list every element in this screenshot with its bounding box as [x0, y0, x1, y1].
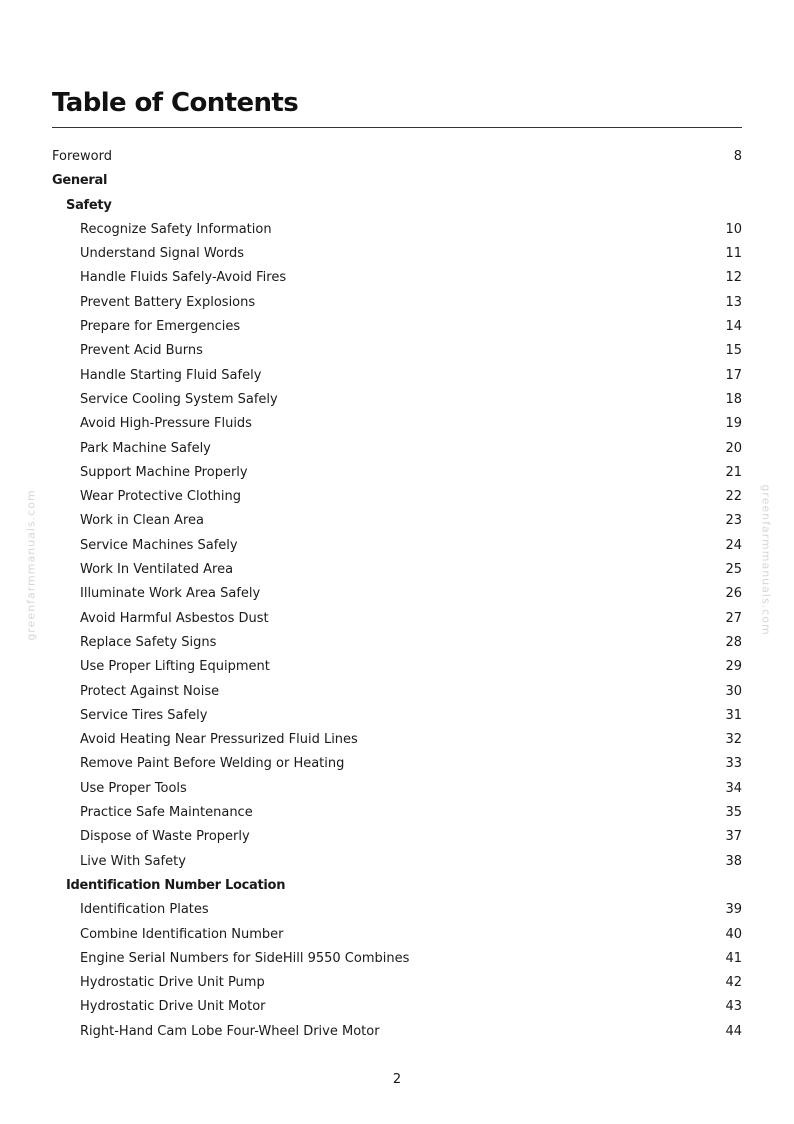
- toc-entry-label: Understand Signal Words: [80, 246, 245, 262]
- toc-entry[interactable]: [52, 218, 742, 242]
- toc-entry-page: 35: [725, 805, 742, 821]
- toc-entry[interactable]: [52, 680, 742, 704]
- toc-entry-label: Identification Number Location: [66, 877, 286, 893]
- toc-entry[interactable]: [52, 437, 742, 461]
- toc-entry[interactable]: [52, 1020, 742, 1044]
- toc-entry-page: 24: [725, 537, 742, 553]
- toc-entry-page: 37: [725, 829, 742, 845]
- toc-entry[interactable]: [52, 947, 742, 971]
- toc-entry[interactable]: [52, 801, 742, 825]
- toc-entry[interactable]: [52, 704, 742, 728]
- toc-entry-page: 32: [725, 732, 742, 748]
- toc-entry-label: Park Machine Safely: [80, 440, 211, 456]
- toc-entry-page: 41: [725, 950, 742, 966]
- toc-entry-label: Service Machines Safely: [80, 537, 238, 553]
- toc-entry-page: 43: [725, 999, 742, 1015]
- toc-entry-page: 27: [725, 610, 742, 626]
- toc-entry-page: 17: [725, 367, 742, 383]
- toc-entry-page: 29: [725, 659, 742, 675]
- toc-entry-label: Dispose of Waste Properly: [80, 829, 250, 845]
- toc-entry-label: Wear Protective Clothing: [80, 489, 242, 505]
- toc-entry-page: 28: [725, 634, 742, 650]
- toc-entry[interactable]: [52, 898, 742, 922]
- toc-entry-page: 33: [725, 756, 742, 772]
- toc-entry-page: 10: [725, 221, 742, 237]
- toc-entry-label: Use Proper Tools: [80, 780, 187, 796]
- toc-entry[interactable]: [52, 655, 742, 679]
- toc-entry-label: Illuminate Work Area Safely: [80, 586, 261, 602]
- toc-entry[interactable]: [52, 607, 742, 631]
- toc-entry[interactable]: [52, 582, 742, 606]
- toc-entry-label: Support Machine Properly: [80, 464, 248, 480]
- watermark-right: greenfarmmanuals.com: [759, 484, 773, 636]
- toc-entry-page: 11: [725, 246, 742, 262]
- toc-entry[interactable]: [52, 923, 742, 947]
- toc-entry-label: Service Cooling System Safely: [80, 391, 278, 407]
- toc-entry-page: 44: [725, 1023, 742, 1039]
- toc-entry-label: Use Proper Lifting Equipment: [80, 659, 270, 675]
- toc-entry-label: Prevent Acid Burns: [80, 343, 203, 359]
- toc-entry-label: Live With Safety: [80, 853, 186, 869]
- toc-entry-label: Practice Safe Maintenance: [80, 805, 253, 821]
- toc-entry-label: Safety: [66, 197, 112, 213]
- toc-entry[interactable]: [52, 266, 742, 290]
- toc-entry-page: 31: [725, 707, 742, 723]
- toc-entry[interactable]: [52, 752, 742, 776]
- toc-entry[interactable]: [52, 995, 742, 1019]
- toc-entry[interactable]: [52, 388, 742, 412]
- toc-entry[interactable]: [52, 242, 742, 266]
- watermark-left: greenfarmmanuals.com: [24, 489, 38, 641]
- toc-entry-label: Handle Fluids Safely-Avoid Fires: [80, 270, 287, 286]
- toc-entry-label: Right-Hand Cam Lobe Four-Wheel Drive Motor: [80, 1023, 380, 1039]
- toc-entry-page: 12: [725, 270, 742, 286]
- toc-entry[interactable]: [52, 728, 742, 752]
- toc-entry-label: Avoid High-Pressure Fluids: [80, 416, 252, 432]
- toc-entry-label: Avoid Heating Near Pressurized Fluid Lines: [80, 732, 358, 748]
- toc-entry[interactable]: [52, 412, 742, 436]
- toc-entry-page: 30: [725, 683, 742, 699]
- page-number: 2: [392, 1072, 402, 1087]
- toc-entry-label: Combine Identification Number: [80, 926, 284, 942]
- toc-entry-page: 42: [725, 975, 742, 991]
- toc-entry[interactable]: [52, 145, 742, 169]
- toc-entry[interactable]: [52, 850, 742, 874]
- toc-entry-label: Prevent Battery Explosions: [80, 294, 256, 310]
- toc-entry-page: 25: [725, 562, 742, 578]
- toc-entry-page: 22: [725, 489, 742, 505]
- toc-entry-label: Service Tires Safely: [80, 707, 208, 723]
- toc-entry-page: 15: [725, 343, 742, 359]
- toc-entry-label: Work in Clean Area: [80, 513, 204, 529]
- toc-entry-page: 18: [725, 391, 742, 407]
- toc-entry[interactable]: [52, 558, 742, 582]
- toc-entry[interactable]: [52, 461, 742, 485]
- toc-entry-page: [712, 874, 742, 898]
- toc-entry-page: 38: [725, 853, 742, 869]
- toc-entry-label: Avoid Harmful Asbestos Dust: [80, 610, 269, 626]
- toc-entry-page: 40: [725, 926, 742, 942]
- toc-entry-label: Hydrostatic Drive Unit Motor: [80, 999, 266, 1015]
- toc-entry-label: Prepare for Emergencies: [80, 319, 241, 335]
- toc-entry[interactable]: [52, 339, 742, 363]
- toc-entry-page: 21: [725, 464, 742, 480]
- toc-entry-page: 23: [725, 513, 742, 529]
- toc-section-heading: [52, 194, 742, 218]
- toc-entry-page: 19: [725, 416, 742, 432]
- toc-entry-label: Identification Plates: [80, 902, 209, 918]
- toc-entry[interactable]: [52, 534, 742, 558]
- toc-entry[interactable]: [52, 315, 742, 339]
- table-of-contents: [52, 145, 742, 1044]
- toc-entry[interactable]: [52, 364, 742, 388]
- toc-entry-label: Protect Against Noise: [80, 683, 220, 699]
- toc-entry[interactable]: [52, 485, 742, 509]
- title-divider: [52, 127, 742, 128]
- toc-entry[interactable]: [52, 825, 742, 849]
- toc-entry[interactable]: [52, 631, 742, 655]
- toc-entry-page: 13: [725, 294, 742, 310]
- toc-entry-label: Recognize Safety Information: [80, 221, 272, 237]
- toc-entry-label: Work In Ventilated Area: [80, 562, 234, 578]
- toc-entry-label: Replace Safety Signs: [80, 634, 217, 650]
- toc-entry-page: [712, 169, 742, 193]
- toc-entry-label: General: [52, 173, 108, 189]
- toc-entry-page: 8: [733, 149, 742, 164]
- toc-entry[interactable]: [52, 777, 742, 801]
- toc-section-heading: [52, 169, 742, 193]
- toc-entry-label: Hydrostatic Drive Unit Pump: [80, 975, 265, 991]
- toc-entry-label: Handle Starting Fluid Safely: [80, 367, 262, 383]
- toc-entry-label: Remove Paint Before Welding or Heating: [80, 756, 345, 772]
- toc-section-heading: [52, 874, 742, 898]
- toc-entry[interactable]: [52, 971, 742, 995]
- toc-entry[interactable]: [52, 509, 742, 533]
- toc-entry-page: 39: [725, 902, 742, 918]
- toc-entry[interactable]: [52, 291, 742, 315]
- toc-entry-label: Foreword: [52, 149, 112, 164]
- page-title: Table of Contents: [52, 88, 299, 118]
- toc-entry-page: 14: [725, 319, 742, 335]
- toc-entry-page: 20: [725, 440, 742, 456]
- toc-entry-page: [712, 194, 742, 218]
- toc-entry-label: Engine Serial Numbers for SideHill 9550 Combines: [80, 950, 410, 966]
- toc-entry-page: 34: [725, 780, 742, 796]
- toc-entry-page: 26: [725, 586, 742, 602]
